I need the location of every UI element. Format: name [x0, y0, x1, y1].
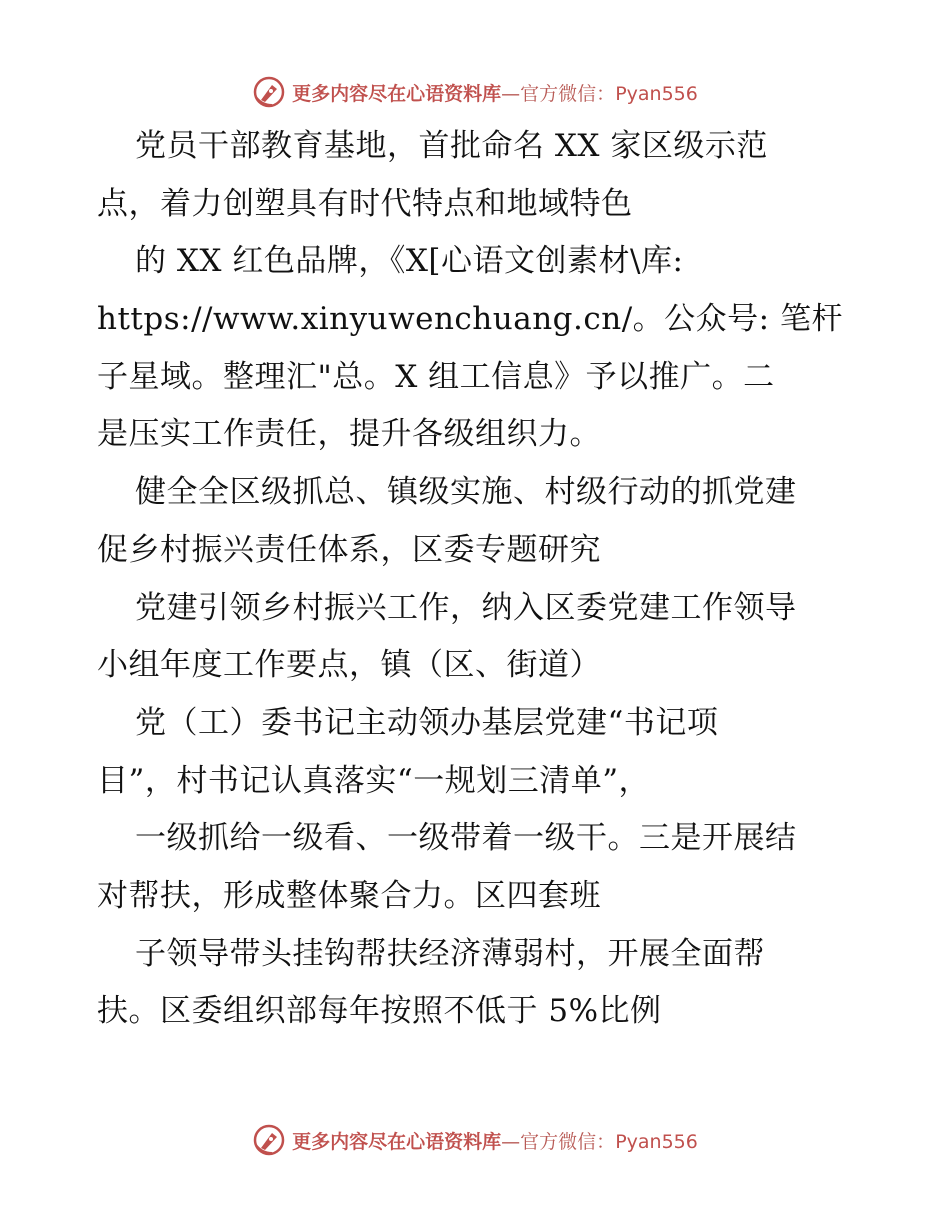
body-line-7: 健全全区级抓总、镇级实施、村级行动的抓党建	[135, 474, 797, 511]
header-watermark-label: 官方微信：	[520, 82, 616, 105]
header-watermark-text	[292, 79, 698, 106]
body-line-13: 一级抓给一级看、一级带着一级干。三是开展结	[135, 820, 797, 857]
body-line-12: 目”，村书记认真落实“一规划三清单”，	[97, 762, 651, 799]
body-line-16: 扶。区委组织部每年按照不低于 5%比例	[97, 993, 662, 1030]
body-line-14: 对帮扶，形成整体聚合力。区四套班	[97, 877, 601, 914]
body-line-15: 子领导带头挂钩帮扶经济薄弱村，开展全面帮	[135, 935, 765, 972]
body-line-11: 党（工）委书记主动领办基层党建“书记项	[135, 704, 719, 741]
header-watermark-separator: —	[501, 82, 521, 105]
body-line-9: 党建引领乡村振兴工作，纳入区委党建工作领导	[135, 589, 797, 626]
body-line-8: 促乡村振兴责任体系，区委专题研究	[97, 531, 601, 568]
footer-watermark-separator: —	[501, 1130, 521, 1153]
footer-watermark-text	[292, 1127, 698, 1154]
body-line-6: 是压实工作责任，提升各级组织力。	[97, 416, 601, 453]
footer-watermark-banner	[0, 1118, 950, 1162]
footer-watermark-label: 官方微信：	[520, 1130, 616, 1153]
pen-nib-logo-icon	[252, 1123, 286, 1157]
body-line-3: 的 XX 红色品牌，《X[心语文创素材\库:	[135, 243, 684, 280]
body-line-1: 党员干部教育基地，首批命名 XX 家区级示范	[135, 128, 768, 164]
body-line-2: 点，着力创塑具有时代特点和地域特色	[97, 185, 633, 222]
header-watermark-banner	[0, 70, 950, 114]
footer-watermark-main: 更多内容尽在心语资料库	[292, 1130, 502, 1153]
footer-watermark-wechat-id: Pyan556	[615, 1130, 698, 1153]
pen-nib-logo-icon	[252, 75, 286, 109]
body-line-10: 小组年度工作要点，镇（区、街道）	[97, 647, 601, 684]
body-line-4: https://www.xinyuwenchuang.cn/。公众号: 笔杆	[97, 301, 843, 338]
header-watermark-main: 更多内容尽在心语资料库	[292, 82, 502, 105]
header-watermark-wechat-id: Pyan556	[615, 82, 698, 105]
body-line-5: 子星域。整理汇"总。X 组工信息》予以推广。二	[97, 358, 775, 395]
document-body	[97, 118, 867, 1041]
